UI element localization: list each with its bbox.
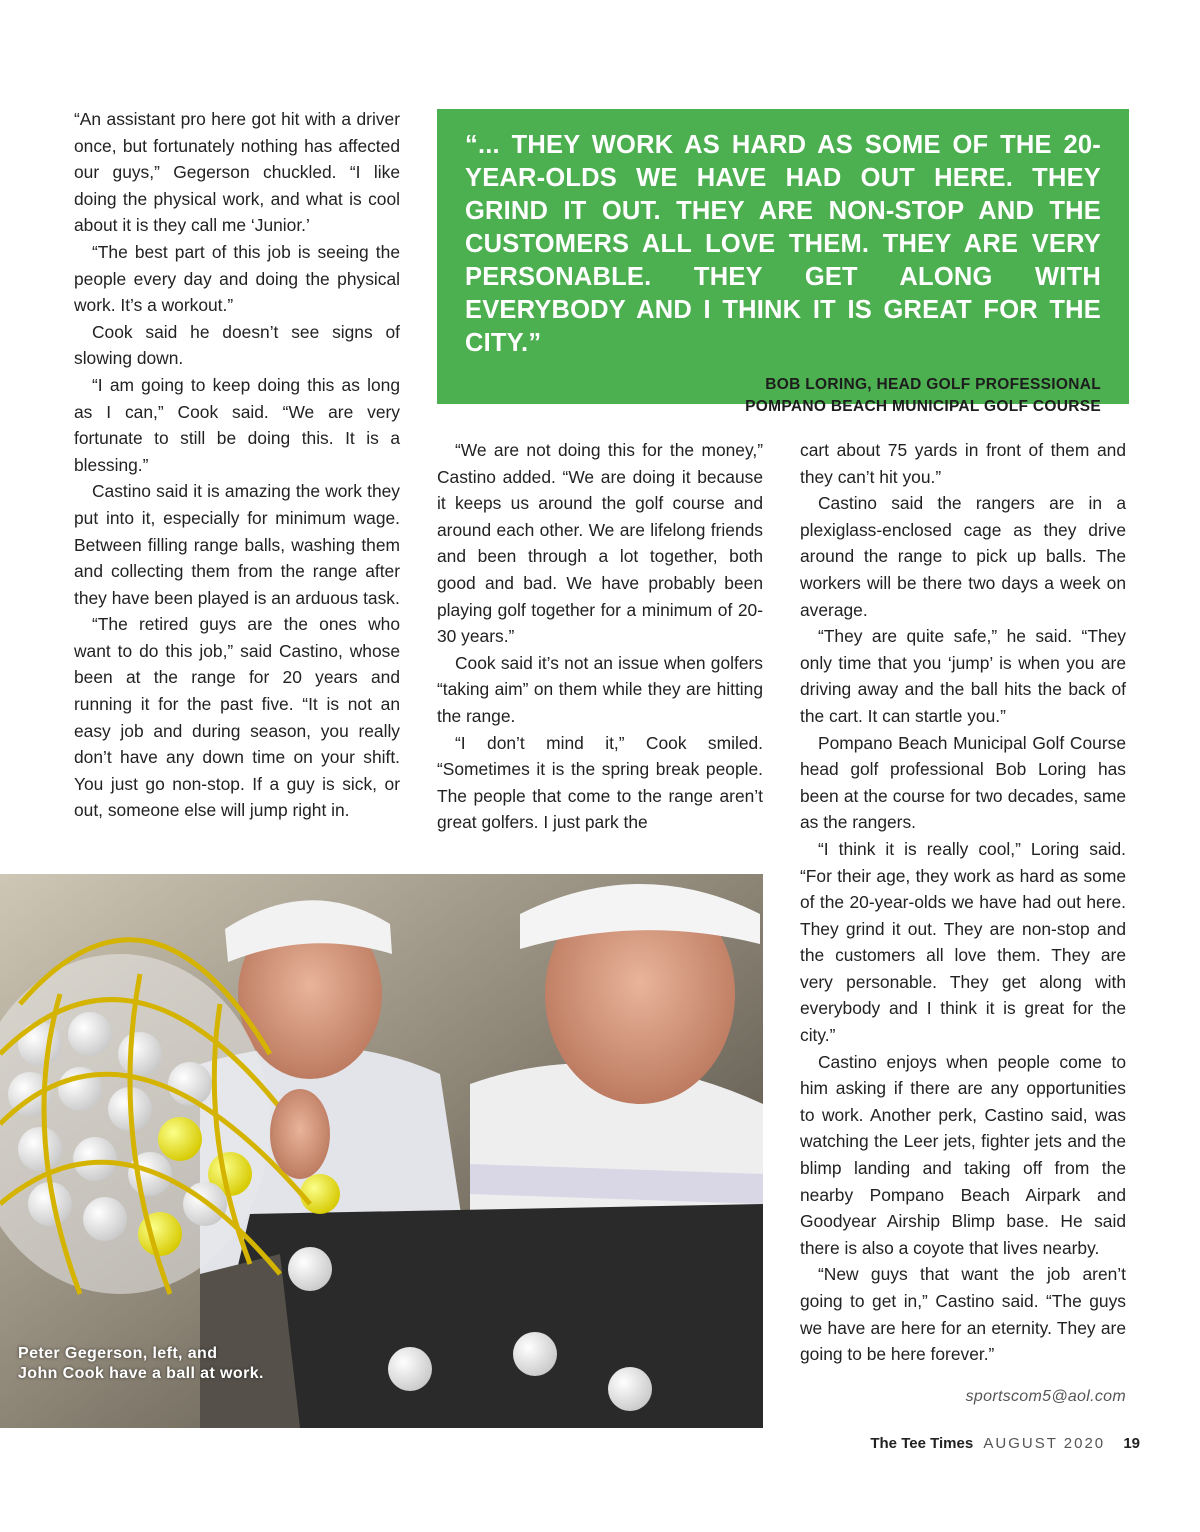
page-number: 19 — [1123, 1435, 1140, 1452]
paragraph: Cook said he doesn’t see signs of slowing down. — [74, 321, 400, 369]
caption-line: John Cook have a ball at work. — [18, 1365, 264, 1382]
paragraph: Castino said the rangers are in a plexiglass-enclosed cage as they drive around the range to pick up balls. The workers will be there two days a week on average. — [800, 493, 1126, 620]
article-column-1 — [74, 106, 400, 824]
page-footer — [870, 1435, 1140, 1452]
paragraph: “We are not doing this for the money,” Castino added. “We are doing it because it keeps us around the golf course and around each other. We are lifelong friends and been through a lot together, both good and bad. We have probably been playing golf together for a minimum of 20-30 years.” — [437, 440, 763, 647]
paragraph: “The best part of this job is seeing the people every day and doing the physical work. It’s a workout.” — [74, 241, 400, 316]
paragraph: Castino said it is amazing the work they put into it, especially for minimum wage. Between filling range balls, washing them and collecting them from the range after they have been played is an arduous task. — [74, 481, 400, 608]
photo-caption — [18, 1344, 264, 1384]
pull-quote-box — [437, 109, 1129, 415]
paragraph: Castino enjoys when people come to him asking if there are any opportunities to work. Another perk, Castino said, was watching the Leer jets, fighter jets and the blimp landing and taking off from the nearby Pompano Beach Airpark and Goodyear Airship Blimp base. He said there is also a coyote that lives nearby. — [800, 1051, 1126, 1258]
paragraph: “New guys that want the job aren’t going to get in,” Castino said. “The guys we have are here for an eternity. They are going to be here forever.” — [800, 1264, 1126, 1365]
paragraph: “The retired guys are the ones who want to do this job,” said Castino, whose been at the range for 20 years and running it for the past five. “It is not an easy job and during season, you really don’t have any down time on your shift. You just go non-stop. If a guy is sick, or out, someone else will jump right in. — [74, 614, 400, 821]
paragraph: “An assistant pro here got hit with a driver once, but fortunately nothing has affected our guys,” Gegerson chuckled. “I like doing the physical work, and what is cool about it is they call me ‘Junior.’ — [74, 109, 400, 236]
paragraph: Pompano Beach Municipal Golf Course head golf professional Bob Loring has been at the course for two decades, same as the rangers. — [800, 732, 1126, 833]
issue-date: AUGUST 2020 — [983, 1435, 1106, 1452]
paragraph: Cook said it’s not an issue when golfers “taking aim” on them while they are hitting the range. — [437, 652, 763, 726]
pull-quote-text: “... THEY WORK AS HARD AS SOME OF THE 20-YEAR-OLDS WE HAVE HAD OUT HERE. THEY GRIND IT OUT. THEY ARE NON-STOP AND THE CUSTOMERS ALL LOVE THEM. THEY ARE VERY PERSONABLE. THEY GET ALONG WITH EVERYBODY AND I THINK IT IS GREAT FOR THE CITY.” — [465, 131, 1101, 357]
paragraph: “I think it is really cool,” Loring said. “For their age, they work as hard as some of the 20-year-olds we have had out here. They grind it out. They are non-stop and the customers all love them. They are very personable. They get along with everybody and I think it is great for the city.” — [800, 838, 1126, 1046]
paragraph: “I am going to keep doing this as long as I can,” Cook said. “We are very fortunate to still be doing this. It is a blessing.” — [74, 374, 400, 475]
attribution-organization: POMPANO BEACH MUNICIPAL GOLF COURSE — [745, 398, 1101, 415]
attribution-name: BOB LORING, HEAD GOLF PROFESSIONAL — [765, 376, 1101, 393]
publication-name: The Tee Times — [870, 1435, 974, 1452]
paragraph: “I don’t mind it,” Cook smiled. “Sometimes it is the spring break people. The people that come to the range aren’t great golfers. I just park the — [437, 732, 763, 833]
pull-quote-attribution — [465, 374, 1101, 418]
paragraph: cart about 75 yards in front of them and they can’t hit you.” — [800, 440, 1126, 487]
article-column-3 — [800, 437, 1126, 1368]
article-column-2 — [437, 437, 763, 836]
caption-line: Peter Gegerson, left, and — [18, 1345, 218, 1362]
article-photo — [0, 874, 763, 1428]
paragraph: “They are quite safe,” he said. “They only time that you ‘jump’ is when you are driving away and the ball hits the back of the cart. It can startle you.” — [800, 626, 1126, 726]
author-email: sportscom5@aol.com — [965, 1388, 1126, 1405]
